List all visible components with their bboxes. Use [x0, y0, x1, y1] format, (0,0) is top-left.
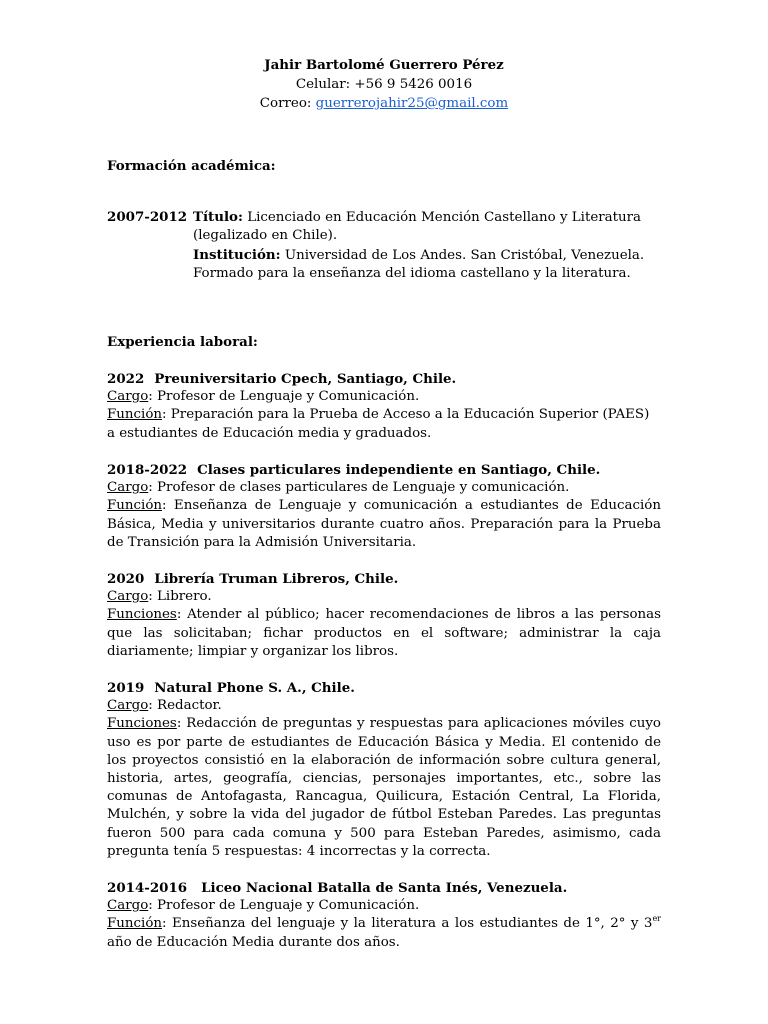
- job-year: 2019: [107, 680, 145, 696]
- ordinal-superscript: er: [652, 914, 661, 924]
- function-text: : Redacción de preguntas y respuestas para aplicaciones móviles cuyo uso es por parte de estudiantes de Educación Básica y Media. El contenido de los proyectos consistió en la elaboración de información sobre cultura general, historia, artes, geografía, ciencias, personajes importantes, etc., sobre las comunas de Antofagasta, Rancagua, Quilicura, Estación Central, La Florida, Mulchén, y sobre la vida del jugador de fútbol Esteban Paredes. Las preguntas fueron 500 para cada comuna y 500 para Esteban Paredes, asimismo, cada pregunta tenía 5 respuestas: 4 incorrectas y la correcta.: [107, 716, 661, 859]
- education-details: [193, 208, 667, 284]
- job-year: 2020: [107, 571, 145, 587]
- institution-label: Institución:: [193, 246, 281, 263]
- job-year: 2018-2022: [107, 462, 188, 478]
- job-place: Liceo Nacional Batalla de Santa Inés, Venezuela.: [201, 880, 568, 896]
- function-label: Funciones: [107, 716, 177, 732]
- cargo-text: : Librero.: [148, 589, 212, 605]
- job-entry: [107, 570, 661, 661]
- function-text: : Enseñanza de Lenguaje y comunicación a estudiantes de Educación Básica, Media y universitarios durante cuatro años. Preparación para la Prueba de Transición para la Admisión Universitaria.: [107, 498, 661, 550]
- cargo-text: : Redactor.: [148, 698, 222, 714]
- title-note: (legalizado en Chile).: [193, 228, 338, 244]
- cargo-label: Cargo: [107, 698, 149, 714]
- title-value: Licenciado en Educación Mención Castellano y Literatura: [247, 210, 642, 225]
- full-name: Jahir Bartolomé Guerrero Pérez: [264, 57, 504, 73]
- function-label: Función: [107, 916, 163, 932]
- email-link[interactable]: guerrerojahir25@gmail.com: [315, 96, 509, 111]
- institution-value: Universidad de Los Andes. San Cristóbal, Venezuela.: [284, 247, 645, 263]
- function-label: Función: [107, 407, 163, 423]
- job-place: Natural Phone S. A., Chile.: [154, 680, 355, 696]
- cargo-text: : Profesor de Lenguaje y Comunicación.: [148, 898, 420, 914]
- job-entry: [107, 879, 661, 952]
- email-line: [0, 94, 768, 113]
- function-text-end: año de Educación Media durante dos años.: [107, 934, 400, 950]
- cargo-label: Cargo: [107, 589, 149, 605]
- cargo-text: : Profesor de clases particulares de Lenguaje y comunicación.: [148, 480, 570, 496]
- job-entry: [107, 679, 661, 861]
- cargo-label: Cargo: [107, 898, 149, 914]
- job-year: 2014-2016: [107, 880, 188, 896]
- function-label: Función: [107, 498, 163, 514]
- function-label: Funciones: [107, 607, 177, 623]
- job-place: Preuniversitario Cpech, Santiago, Chile.: [154, 371, 457, 387]
- cargo-text: : Profesor de Lenguaje y Comunicación.: [148, 389, 420, 405]
- phone-label: Celular:: [295, 77, 351, 92]
- function-text: : Enseñanza del lenguaje y la literatura a los estudiantes de 1°, 2° y 3: [162, 916, 653, 932]
- job-entry: [107, 461, 661, 552]
- cargo-label: Cargo: [107, 480, 149, 496]
- email-label: Correo:: [259, 96, 312, 111]
- education-description: Formado para la enseñanza del idioma castellano y la literatura.: [193, 266, 631, 282]
- contact-header: [0, 56, 768, 113]
- function-text: : Atender al público; hacer recomendaciones de libros a las personas que las solicitaban; fichar productos en el software; administrar la caja diariamente; limpiar y organizar los libros.: [107, 607, 661, 659]
- title-label: Título:: [193, 209, 243, 225]
- job-entry: [107, 370, 661, 443]
- phone-number: +56 9 5426 0016: [354, 77, 473, 92]
- cargo-label: Cargo: [107, 389, 149, 405]
- experience-heading: Experiencia laboral:: [107, 334, 258, 350]
- education-heading: Formación académica:: [107, 158, 276, 174]
- education-year: 2007-2012: [107, 209, 188, 225]
- job-place: Clases particulares independiente en Santiago, Chile.: [197, 462, 601, 478]
- job-place: Librería Truman Libreros, Chile.: [154, 571, 399, 587]
- function-text: : Preparación para la Prueba de Acceso a la Educación Superior (PAES) a estudiantes de Educación media y graduados.: [107, 407, 650, 441]
- job-year: 2022: [107, 371, 145, 387]
- phone-line: [0, 75, 768, 94]
